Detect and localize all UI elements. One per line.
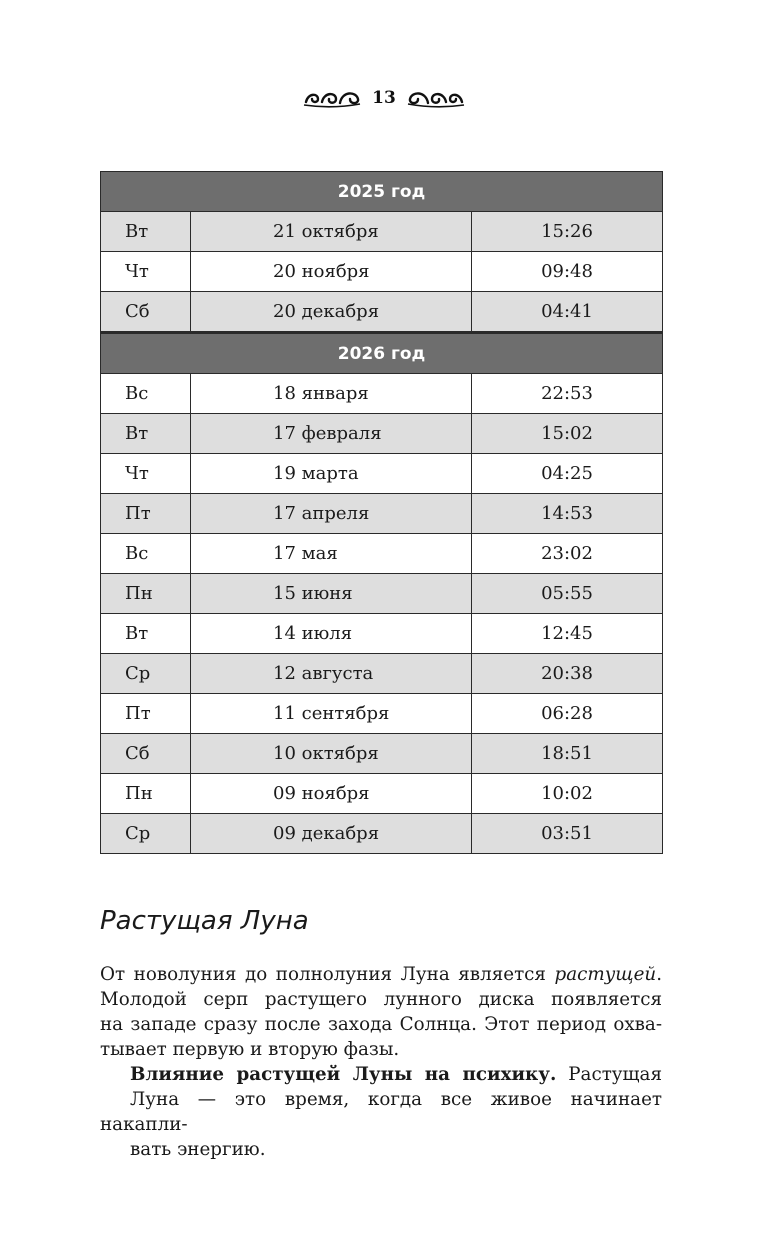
bold-lead-in: Влияние растущей Луны на психику. — [130, 1064, 557, 1085]
time-cell: 23:02 — [472, 534, 663, 574]
table-row — [101, 654, 663, 694]
paragraph-influence — [100, 1062, 662, 1162]
weekday-cell: Пн — [101, 774, 191, 814]
year-label: 2025 год — [101, 172, 663, 212]
time-cell: 05:55 — [472, 574, 663, 614]
date-cell: 09 ноября — [191, 774, 472, 814]
weekday-cell: Чт — [101, 454, 191, 494]
weekday-cell: Вт — [101, 414, 191, 454]
time-cell: 20:38 — [472, 654, 663, 694]
weekday-cell: Пт — [101, 494, 191, 534]
weekday-cell: Пн — [101, 574, 191, 614]
new-moon-table — [100, 171, 663, 854]
section-heading: Растущая Луна — [100, 906, 309, 936]
table-row — [101, 694, 663, 734]
time-cell: 04:25 — [472, 454, 663, 494]
weekday-cell: Вс — [101, 534, 191, 574]
time-cell: 04:41 — [472, 292, 663, 333]
table-row — [101, 454, 663, 494]
table-row — [101, 774, 663, 814]
paragraph-line: вать энергию. — [130, 1139, 266, 1160]
table-row — [101, 494, 663, 534]
weekday-cell: Пт — [101, 694, 191, 734]
time-cell: 12:45 — [472, 614, 663, 654]
weekday-cell: Сб — [101, 292, 191, 333]
date-cell: 09 декабря — [191, 814, 472, 854]
time-cell: 06:28 — [472, 694, 663, 734]
year-header-row — [101, 172, 663, 212]
page-number: 13 — [372, 88, 396, 108]
emphasis-text: растущей — [554, 964, 657, 985]
weekday-cell: Вт — [101, 212, 191, 252]
time-cell: 18:51 — [472, 734, 663, 774]
date-cell: 20 ноября — [191, 252, 472, 292]
time-cell: 15:02 — [472, 414, 663, 454]
date-cell: 21 октября — [191, 212, 472, 252]
table-row — [101, 374, 663, 414]
paragraph-intro — [100, 962, 662, 1062]
paragraph-line: тывает первую и вторую фазы. — [100, 1039, 400, 1060]
paragraph-line: Молодой серп растущего лунного диска появляется — [100, 989, 662, 1010]
ornament-right-icon — [406, 87, 466, 109]
table-row — [101, 814, 663, 854]
table-row — [101, 292, 663, 333]
paragraph-line: на западе сразу после захода Солнца. Этот период охва- — [100, 1014, 662, 1035]
paragraph-line: Луна — это время, когда все живое начинает накапли- — [100, 1089, 662, 1135]
date-cell: 19 марта — [191, 454, 472, 494]
table-row — [101, 252, 663, 292]
time-cell: 09:48 — [472, 252, 663, 292]
paragraph-line — [100, 962, 662, 987]
weekday-cell: Вт — [101, 614, 191, 654]
table-row — [101, 212, 663, 252]
text-run: . — [656, 964, 662, 985]
date-cell: 18 января — [191, 374, 472, 414]
weekday-cell: Ср — [101, 654, 191, 694]
date-cell: 11 сентября — [191, 694, 472, 734]
year-label: 2026 год — [101, 333, 663, 374]
date-cell: 12 августа — [191, 654, 472, 694]
date-cell: 17 февраля — [191, 414, 472, 454]
time-cell: 03:51 — [472, 814, 663, 854]
date-cell: 20 декабря — [191, 292, 472, 333]
year-header-row — [101, 333, 663, 374]
table-row — [101, 734, 663, 774]
date-cell: 17 мая — [191, 534, 472, 574]
time-cell: 15:26 — [472, 212, 663, 252]
time-cell: 14:53 — [472, 494, 663, 534]
date-cell: 10 октября — [191, 734, 472, 774]
text-run: От новолуния до полнолуния Луна является — [100, 964, 555, 985]
weekday-cell: Чт — [101, 252, 191, 292]
table-row — [101, 574, 663, 614]
paragraph-line — [100, 1062, 662, 1087]
table-row — [101, 414, 663, 454]
page-header — [0, 82, 768, 114]
weekday-cell: Сб — [101, 734, 191, 774]
time-cell: 22:53 — [472, 374, 663, 414]
weekday-cell: Вс — [101, 374, 191, 414]
date-cell: 17 апреля — [191, 494, 472, 534]
table-row — [101, 614, 663, 654]
time-cell: 10:02 — [472, 774, 663, 814]
date-cell: 14 июля — [191, 614, 472, 654]
weekday-cell: Ср — [101, 814, 191, 854]
ornament-left-icon — [302, 87, 362, 109]
date-cell: 15 июня — [191, 574, 472, 614]
text-run: Растущая — [556, 1064, 662, 1085]
table-row — [101, 534, 663, 574]
